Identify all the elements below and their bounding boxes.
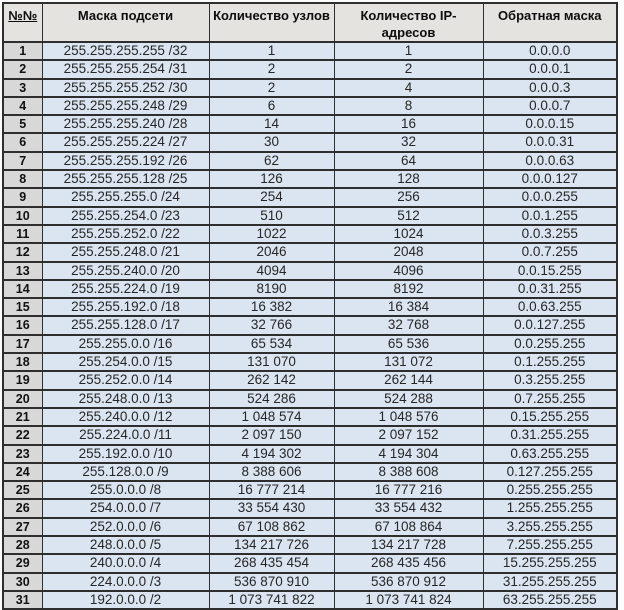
- cell-wildcard-mask: 0.0.0.63: [483, 152, 617, 170]
- cell-host-count: 8 388 606: [209, 463, 334, 481]
- cell-number: 14: [3, 280, 42, 298]
- cell-wildcard-mask: 0.255.255.255: [483, 481, 617, 499]
- cell-number: 30: [3, 573, 42, 591]
- cell-number: 7: [3, 152, 42, 170]
- cell-subnet-mask: 255.255.255.128 /25: [42, 170, 209, 188]
- cell-host-count: 1 073 741 822: [209, 591, 334, 609]
- cell-wildcard-mask: 0.0.127.255: [483, 316, 617, 334]
- cell-ip-count: 512: [334, 207, 483, 225]
- table-row: [3, 335, 617, 353]
- cell-wildcard-mask: 0.0.63.255: [483, 298, 617, 316]
- cell-host-count: 262 142: [209, 371, 334, 389]
- cell-wildcard-mask: 0.0.0.3: [483, 79, 617, 97]
- cell-subnet-mask: 255.255.255.240 /28: [42, 115, 209, 133]
- table-row: [3, 353, 617, 371]
- cell-subnet-mask: 255.255.224.0 /19: [42, 280, 209, 298]
- table-row: [3, 499, 617, 517]
- table-row: [3, 79, 617, 97]
- cell-host-count: 131 070: [209, 353, 334, 371]
- cell-wildcard-mask: 31.255.255.255: [483, 573, 617, 591]
- table-row: [3, 371, 617, 389]
- cell-ip-count: 8 388 608: [334, 463, 483, 481]
- cell-host-count: 2046: [209, 243, 334, 261]
- cell-ip-count: 1 073 741 824: [334, 591, 483, 609]
- cell-host-count: 30: [209, 133, 334, 151]
- cell-wildcard-mask: 7.255.255.255: [483, 536, 617, 554]
- cell-host-count: 524 286: [209, 390, 334, 408]
- cell-host-count: 1022: [209, 225, 334, 243]
- cell-wildcard-mask: 0.0.0.7: [483, 97, 617, 115]
- cell-wildcard-mask: 0.0.15.255: [483, 262, 617, 280]
- cell-subnet-mask: 255.255.192.0 /18: [42, 298, 209, 316]
- cell-wildcard-mask: 0.0.0.255: [483, 188, 617, 206]
- table-row: [3, 463, 617, 481]
- cell-subnet-mask: 255.255.255.0 /24: [42, 188, 209, 206]
- cell-subnet-mask: 255.255.254.0 /23: [42, 207, 209, 225]
- cell-host-count: 32 766: [209, 316, 334, 334]
- table-row: [3, 42, 617, 60]
- cell-host-count: 67 108 862: [209, 518, 334, 536]
- cell-host-count: 6: [209, 97, 334, 115]
- cell-subnet-mask: 224.0.0.0 /3: [42, 573, 209, 591]
- cell-subnet-mask: 255.254.0.0 /15: [42, 353, 209, 371]
- cell-subnet-mask: 255.255.240.0 /20: [42, 262, 209, 280]
- table-row: [3, 518, 617, 536]
- cell-number: 18: [3, 353, 42, 371]
- table-row: [3, 426, 617, 444]
- cell-subnet-mask: 255.255.255.255 /32: [42, 42, 209, 60]
- cell-ip-count: 16 384: [334, 298, 483, 316]
- cell-number: 28: [3, 536, 42, 554]
- cell-host-count: 134 217 726: [209, 536, 334, 554]
- cell-wildcard-mask: 15.255.255.255: [483, 554, 617, 572]
- cell-number: 5: [3, 115, 42, 133]
- cell-subnet-mask: 255.255.255.248 /29: [42, 97, 209, 115]
- table-row: [3, 60, 617, 78]
- header-row: [3, 3, 617, 42]
- cell-ip-count: 65 536: [334, 335, 483, 353]
- cell-host-count: 2: [209, 79, 334, 97]
- cell-host-count: 1: [209, 42, 334, 60]
- cell-ip-count: 67 108 864: [334, 518, 483, 536]
- cell-ip-count: 2048: [334, 243, 483, 261]
- cell-number: 21: [3, 408, 42, 426]
- cell-wildcard-mask: 1.255.255.255: [483, 499, 617, 517]
- table-row: [3, 280, 617, 298]
- cell-number: 17: [3, 335, 42, 353]
- cell-wildcard-mask: 3.255.255.255: [483, 518, 617, 536]
- table-row: [3, 481, 617, 499]
- cell-number: 15: [3, 298, 42, 316]
- column-header-number: №№: [3, 3, 42, 42]
- cell-number: 12: [3, 243, 42, 261]
- cell-subnet-mask: 255.255.128.0 /17: [42, 316, 209, 334]
- cell-wildcard-mask: 0.63.255.255: [483, 445, 617, 463]
- cell-number: 27: [3, 518, 42, 536]
- cell-subnet-mask: 255.192.0.0 /10: [42, 445, 209, 463]
- cell-wildcard-mask: 0.0.0.0: [483, 42, 617, 60]
- cell-host-count: 254: [209, 188, 334, 206]
- cell-ip-count: 536 870 912: [334, 573, 483, 591]
- cell-number: 16: [3, 316, 42, 334]
- cell-subnet-mask: 248.0.0.0 /5: [42, 536, 209, 554]
- cell-ip-count: 524 288: [334, 390, 483, 408]
- cell-number: 2: [3, 60, 42, 78]
- table-row: [3, 390, 617, 408]
- cell-ip-count: 131 072: [334, 353, 483, 371]
- table-row: [3, 97, 617, 115]
- cell-number: 24: [3, 463, 42, 481]
- cell-host-count: 16 382: [209, 298, 334, 316]
- table-row: [3, 225, 617, 243]
- column-header-host-count: Количество узлов: [209, 3, 334, 42]
- cell-wildcard-mask: 0.0.0.127: [483, 170, 617, 188]
- table-row: [3, 554, 617, 572]
- table-row: [3, 316, 617, 334]
- table-row: [3, 243, 617, 261]
- table-row: [3, 115, 617, 133]
- cell-wildcard-mask: 63.255.255.255: [483, 591, 617, 609]
- cell-ip-count: 1: [334, 42, 483, 60]
- column-header-subnet-mask: Маска подсети: [42, 3, 209, 42]
- cell-ip-count: 1024: [334, 225, 483, 243]
- table-row: [3, 298, 617, 316]
- cell-number: 6: [3, 133, 42, 151]
- cell-host-count: 536 870 910: [209, 573, 334, 591]
- table-row: [3, 408, 617, 426]
- table-row: [3, 152, 617, 170]
- cell-ip-count: 64: [334, 152, 483, 170]
- cell-ip-count: 32: [334, 133, 483, 151]
- cell-wildcard-mask: 0.127.255.255: [483, 463, 617, 481]
- cell-number: 10: [3, 207, 42, 225]
- table-row: [3, 188, 617, 206]
- cell-wildcard-mask: 0.0.3.255: [483, 225, 617, 243]
- cell-number: 4: [3, 97, 42, 115]
- table-header: [3, 3, 617, 42]
- cell-subnet-mask: 255.128.0.0 /9: [42, 463, 209, 481]
- cell-wildcard-mask: 0.0.7.255: [483, 243, 617, 261]
- cell-wildcard-mask: 0.0.255.255: [483, 335, 617, 353]
- cell-subnet-mask: 255.255.252.0 /22: [42, 225, 209, 243]
- cell-ip-count: 8: [334, 97, 483, 115]
- cell-ip-count: 16: [334, 115, 483, 133]
- cell-host-count: 14: [209, 115, 334, 133]
- cell-wildcard-mask: 0.1.255.255: [483, 353, 617, 371]
- cell-subnet-mask: 255.240.0.0 /12: [42, 408, 209, 426]
- cell-host-count: 65 534: [209, 335, 334, 353]
- cell-wildcard-mask: 0.0.1.255: [483, 207, 617, 225]
- cell-ip-count: 1 048 576: [334, 408, 483, 426]
- cell-host-count: 2: [209, 60, 334, 78]
- cell-ip-count: 4: [334, 79, 483, 97]
- table-row: [3, 445, 617, 463]
- cell-host-count: 126: [209, 170, 334, 188]
- cell-ip-count: 16 777 216: [334, 481, 483, 499]
- cell-subnet-mask: 255.255.255.192 /26: [42, 152, 209, 170]
- table-row: [3, 262, 617, 280]
- cell-wildcard-mask: 0.7.255.255: [483, 390, 617, 408]
- cell-ip-count: 128: [334, 170, 483, 188]
- table-row: [3, 207, 617, 225]
- cell-subnet-mask: 240.0.0.0 /4: [42, 554, 209, 572]
- cell-ip-count: 268 435 456: [334, 554, 483, 572]
- cell-wildcard-mask: 0.31.255.255: [483, 426, 617, 444]
- cell-host-count: 2 097 150: [209, 426, 334, 444]
- table-row: [3, 170, 617, 188]
- cell-ip-count: 4096: [334, 262, 483, 280]
- cell-host-count: 510: [209, 207, 334, 225]
- cell-subnet-mask: 255.255.255.254 /31: [42, 60, 209, 78]
- cell-wildcard-mask: 0.0.0.1: [483, 60, 617, 78]
- cell-ip-count: 4 194 304: [334, 445, 483, 463]
- cell-ip-count: 33 554 432: [334, 499, 483, 517]
- cell-host-count: 62: [209, 152, 334, 170]
- cell-number: 31: [3, 591, 42, 609]
- cell-host-count: 33 554 430: [209, 499, 334, 517]
- cell-subnet-mask: 192.0.0.0 /2: [42, 591, 209, 609]
- cell-number: 13: [3, 262, 42, 280]
- table-row: [3, 573, 617, 591]
- cell-subnet-mask: 255.255.0.0 /16: [42, 335, 209, 353]
- table-body: [3, 42, 617, 609]
- cell-ip-count: 2 097 152: [334, 426, 483, 444]
- cell-number: 23: [3, 445, 42, 463]
- cell-ip-count: 262 144: [334, 371, 483, 389]
- cell-ip-count: 2: [334, 60, 483, 78]
- cell-host-count: 4094: [209, 262, 334, 280]
- cell-wildcard-mask: 0.0.0.15: [483, 115, 617, 133]
- cell-number: 26: [3, 499, 42, 517]
- table-row: [3, 591, 617, 609]
- cell-subnet-mask: 255.252.0.0 /14: [42, 371, 209, 389]
- column-header-wildcard-mask: Обратная маска: [483, 3, 617, 42]
- cell-subnet-mask: 254.0.0.0 /7: [42, 499, 209, 517]
- cell-subnet-mask: 255.255.255.224 /27: [42, 133, 209, 151]
- cell-host-count: 1 048 574: [209, 408, 334, 426]
- cell-host-count: 268 435 454: [209, 554, 334, 572]
- cell-wildcard-mask: 0.15.255.255: [483, 408, 617, 426]
- cell-wildcard-mask: 0.0.0.31: [483, 133, 617, 151]
- column-header-ip-count: Количество IP-адресов: [334, 3, 483, 42]
- cell-subnet-mask: 255.248.0.0 /13: [42, 390, 209, 408]
- cell-number: 9: [3, 188, 42, 206]
- cell-number: 1: [3, 42, 42, 60]
- table-row: [3, 536, 617, 554]
- cell-number: 20: [3, 390, 42, 408]
- cell-ip-count: 134 217 728: [334, 536, 483, 554]
- cell-ip-count: 256: [334, 188, 483, 206]
- cell-host-count: 16 777 214: [209, 481, 334, 499]
- cell-number: 19: [3, 371, 42, 389]
- cell-number: 11: [3, 225, 42, 243]
- cell-subnet-mask: 255.255.255.252 /30: [42, 79, 209, 97]
- cell-number: 3: [3, 79, 42, 97]
- cell-wildcard-mask: 0.3.255.255: [483, 371, 617, 389]
- cell-host-count: 4 194 302: [209, 445, 334, 463]
- cell-wildcard-mask: 0.0.31.255: [483, 280, 617, 298]
- table-row: [3, 133, 617, 151]
- cell-number: 22: [3, 426, 42, 444]
- cell-ip-count: 8192: [334, 280, 483, 298]
- cell-subnet-mask: 255.0.0.0 /8: [42, 481, 209, 499]
- cell-subnet-mask: 255.224.0.0 /11: [42, 426, 209, 444]
- cell-number: 8: [3, 170, 42, 188]
- cell-host-count: 8190: [209, 280, 334, 298]
- cell-number: 25: [3, 481, 42, 499]
- cell-subnet-mask: 252.0.0.0 /6: [42, 518, 209, 536]
- subnet-mask-table: [2, 2, 618, 610]
- cell-number: 29: [3, 554, 42, 572]
- cell-subnet-mask: 255.255.248.0 /21: [42, 243, 209, 261]
- cell-ip-count: 32 768: [334, 316, 483, 334]
